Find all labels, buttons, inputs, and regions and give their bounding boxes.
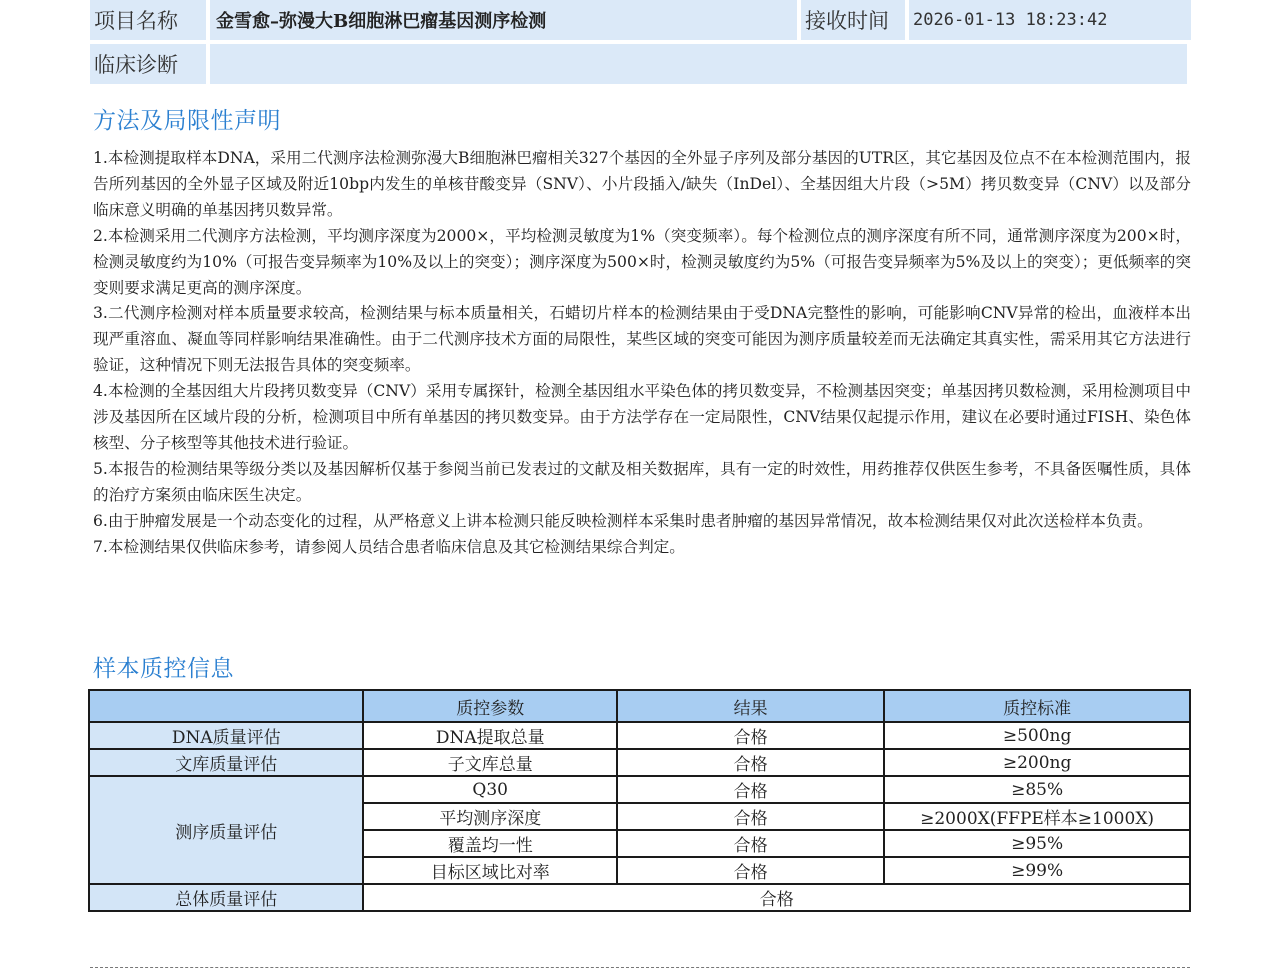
table-row [89,776,1190,803]
qc-param: 覆盖均一性 [363,830,617,857]
clinical-diagnosis-label: 临床诊断 [94,53,178,77]
method-paragraph-7: 7.本检测结果仅供临床参考，请参阅人员结合患者临床信息及其它检测结果综合判定。 [93,537,685,556]
qc-param: Q30 [363,776,617,803]
qc-param: 目标区域比对率 [363,857,617,884]
qc-table [88,689,1191,912]
qc-param: 平均测序深度 [363,803,617,830]
qc-overall-result: 合格 [363,884,1190,911]
method-paragraph-2: 2.本检测采用二代测序方法检测，平均测序深度为2000×，平均检测灵敏度为1%（突变频率）。每个检测位点的测序深度有所不同，通常测序深度为200×时，检测灵敏度约为10%（可报告变异频率为10%及以上的突变）；测序深度为500×时，检测灵敏度约为5%（可报告变异频率为5%及以上的突变）；更低频率的突变则要求满足更高的测序深度。 [93,226,1191,297]
qc-header-row [89,690,1190,722]
info-row-diagnosis [90,44,1191,84]
method-paragraph-5: 5.本报告的检测结果等级分类以及基因解析仅基于参阅当前已发表过的文献及相关数据库，具有一定的时效性，用药推荐仅供医生参考，不具备医嘱性质，具体的治疗方案须由临床医生决定。 [93,459,1191,504]
table-row [89,722,1190,749]
receive-time-value-cell [909,0,1191,40]
project-name-label: 项目名称 [94,9,178,33]
qc-category-library: 文库质量评估 [89,749,363,776]
qc-result: 合格 [617,749,884,776]
method-paragraph-3: 3.二代测序检测对样本质量要求较高，检测结果与标本质量相关，石蜡切片样本的检测结果由于受DNA完整性的影响，可能影响CNV异常的检出，血液样本出现严重溶血、凝血等同样影响结果准确性。由于二代测序技术方面的局限性，某些区域的突变可能因为测序质量较差而无法确定其真实性，需采用其它方法进行验证，这种情况下则无法报告具体的突变频率。 [93,304,1191,375]
clinical-diagnosis-value-cell [210,44,1187,84]
page-footer-divider [90,967,1190,968]
project-name-value-cell [210,0,797,40]
qc-result: 合格 [617,857,884,884]
qc-result: 合格 [617,830,884,857]
qc-header-param: 质控参数 [363,690,617,722]
qc-standard: ≥99% [884,857,1190,884]
qc-result: 合格 [617,803,884,830]
method-paragraph-6: 6.由于肿瘤发展是一个动态变化的过程，从严格意义上讲本检测只能反映检测样本采集时患者肿瘤的基因异常情况，故本检测结果仅对此次送检样本负责。 [93,511,1153,530]
receive-time-label: 接收时间 [805,9,889,33]
table-row [89,884,1190,911]
report-info-table [90,0,1191,84]
method-statement-body [93,146,1191,561]
qc-standard: ≥95% [884,830,1190,857]
receive-time-label-cell [801,0,905,40]
qc-header-standard: 质控标准 [884,690,1190,722]
table-row [89,749,1190,776]
method-section-title: 方法及局限性声明 [93,108,281,134]
project-name-label-cell [90,0,206,40]
qc-standard: ≥85% [884,776,1190,803]
qc-section-title: 样本质控信息 [93,656,234,682]
info-row-project [90,0,1191,40]
qc-param: 子文库总量 [363,749,617,776]
qc-standard: ≥500ng [884,722,1190,749]
project-name-value: 金雪愈–弥漫大B细胞淋巴瘤基因测序检测 [216,11,547,32]
method-paragraph-1: 1.本检测提取样本DNA，采用二代测序法检测弥漫大B细胞淋巴瘤相关327个基因的全外显子序列及部分基因的UTR区，其它基因及位点不在本检测范围内，报告所列基因的全外显子区域及附近10bp内发生的单核苷酸变异（SNV）、小片段插入/缺失（InDel）、全基因组大片段（>5M）拷贝数变异（CNV）以及部分临床意义明确的单基因拷贝数异常。 [93,149,1191,219]
qc-result: 合格 [617,722,884,749]
method-paragraph-4: 4.本检测的全基因组大片段拷贝数变异（CNV）采用专属探针，检测全基因组水平染色体的拷贝数变异，不检测基因突变；单基因拷贝数检测，采用检测项目中涉及基因所在区域片段的分析，检测项目中所有单基因的拷贝数变异。由于方法学存在一定局限性，CNV结果仅起提示作用，建议在必要时通过FISH、染色体核型、分子核型等其他技术进行验证。 [93,382,1191,452]
qc-standard: ≥200ng [884,749,1190,776]
qc-category-overall: 总体质量评估 [89,884,363,911]
clinical-diagnosis-label-cell [90,44,206,84]
qc-result: 合格 [617,776,884,803]
qc-param: DNA提取总量 [363,722,617,749]
qc-header-blank [89,690,363,722]
qc-category-sequencing: 测序质量评估 [89,776,363,884]
receive-time-value: 2026-01-13 18:23:42 [913,10,1108,30]
qc-standard: ≥2000X(FFPE样本≥1000X) [884,803,1190,830]
qc-header-result: 结果 [617,690,884,722]
qc-category-dna: DNA质量评估 [89,722,363,749]
